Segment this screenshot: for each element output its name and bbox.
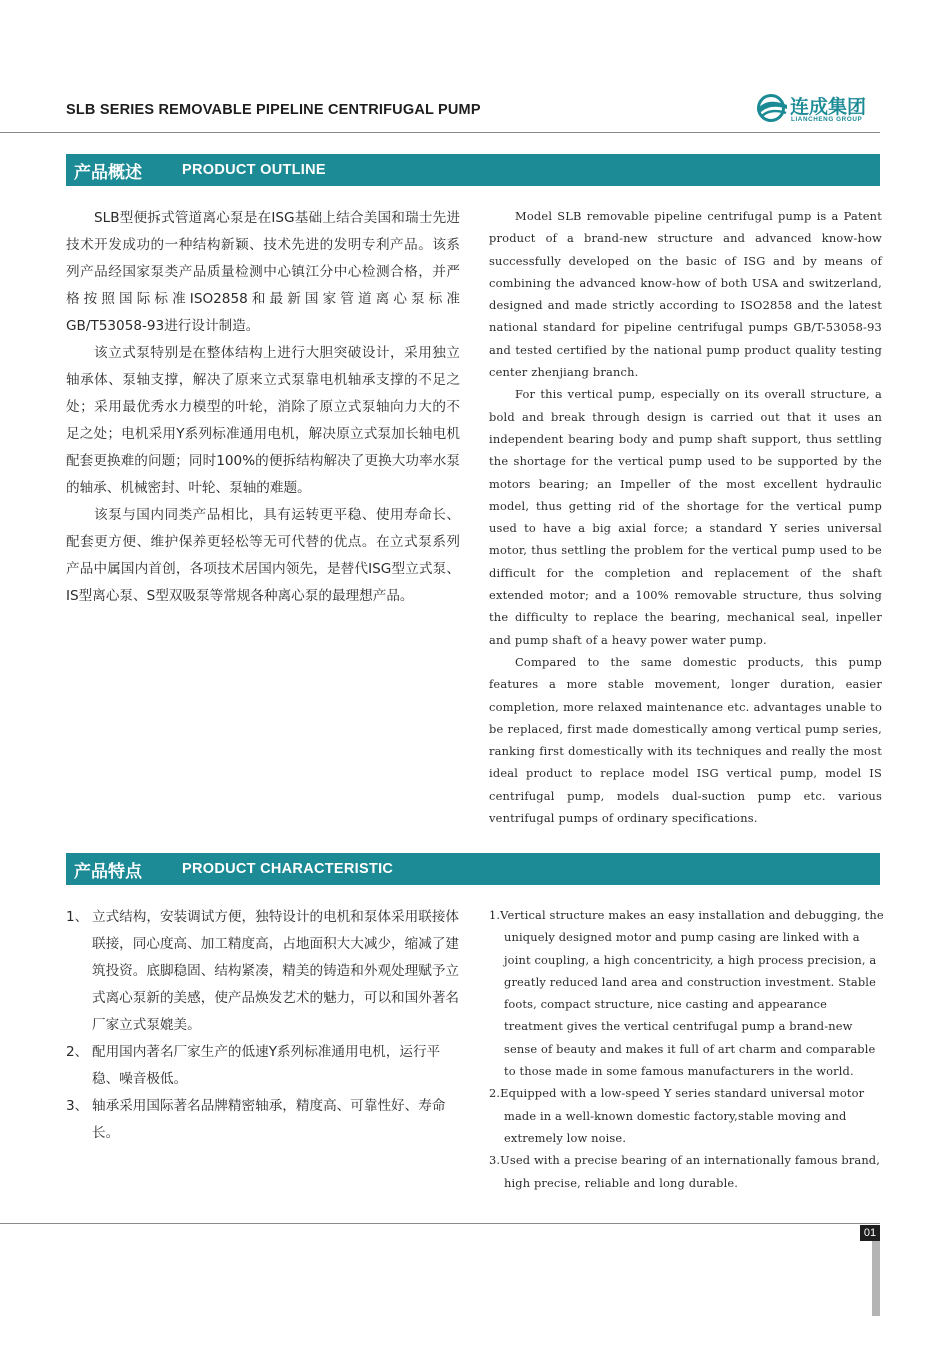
outline-chinese-text [66, 205, 460, 610]
paragraph: For this vertical pump, especially on its overall structure, a bold and break through design is carried out that it uses an independent bearing body and pump shaft support, thus settling the shortage for the vertical pump used to be supported by the motors bearing; an Impeller of the most excellent hydraulic model, thus getting rid of the shortage for the vertical pump used to have a big axial force; a standard Y series universal motor, thus settling the problem for the vertical pump used to be difficult for the completion and replacement of the shaft extended motor; and a 100% removable structure, thus solving the difficulty to replace the bearing, mechanical seal, inpeller and pump shaft of a heavy power water pump. [489, 387, 882, 647]
list-text: 立式结构，安装调试方便，独特设计的电机和泵体采用联接体联接，同心度高、加工精度高，占地面积大大减少，缩减了建筑投资。底脚稳固、结构紧凑，精美的铸造和外观处理赋予立式离心泵新的美感，使产品焕发艺术的魅力，可以和国外著名厂家立式泵媲美。 [92, 909, 460, 1033]
section-bar-outline [66, 154, 880, 186]
section-title-cn: 产品概述 [74, 163, 142, 183]
page-number: 01 [860, 1225, 880, 1241]
characteristic-chinese-list [66, 904, 466, 1147]
list-text: 配用国内著名厂家生产的低速Y系列标准通用电机，运行平稳、噪音极低。 [92, 1044, 441, 1087]
list-item: 3.Used with a precise bearing of an internationally famous brand, high precise, reliable and long durable. [489, 1153, 881, 1190]
footer-divider [0, 1223, 880, 1224]
company-logo [756, 92, 882, 128]
page-edge-strip [872, 1241, 880, 1316]
list-item [66, 1039, 466, 1093]
section-title-en: PRODUCT OUTLINE [182, 162, 326, 178]
list-text: 轴承采用国际著名品牌精密轴承，精度高、可靠性好、寿命长。 [92, 1098, 446, 1141]
paragraph: SLB型便拆式管道离心泵是在ISG基础上结合美国和瑞士先进技术开发成功的一种结构新颖、技术先进的发明专利产品。该系列产品经国家泵类产品质量检测中心镇江分中心检测合格，并严格按照国际标准ISO2858和最新国家管道离心泵标准GB/T53058-93进行设计制造。 [66, 210, 460, 334]
list-item [66, 904, 466, 1039]
paragraph: 该立式泵特别是在整体结构上进行大胆突破设计，采用独立轴承体、泵轴支撑，解决了原来立式泵靠电机轴承支撑的不足之处；采用最优秀水力模型的叶轮，消除了原立式泵轴向力大的不足之处；电机采用Y系列标准通用电机，解决原立式泵加长轴电机配套更换难的问题；同时100%的便拆结构解决了更换大功率水泵的轴承、机械密封、叶轮、泵轴的难题。 [66, 345, 460, 496]
paragraph: Model SLB removable pipeline centrifugal pump is a Patent product of a brand-new structure and advanced know-how successfully developed on the basic of ISG and by means of combining the advanced know-how of both USA and switzerland, designed and made strictly according to ISO2858 and the latest national standard for pipeline centrifugal pumps GB/T-53058-93 and tested certified by the national pump product quality testing center zhenjiang branch. [489, 209, 882, 380]
characteristic-english-list [489, 904, 886, 1194]
paragraph: 该泵与国内同类产品相比，具有运转更平稳、使用寿命长、配套更方便、维护保养更轻松等无可代替的优点。在立式泵系列产品中属国内首创，各项技术居国内领先，是替代ISG型立式泵、IS型离心泵、S型双吸泵等常规各种离心泵的最理想产品。 [66, 507, 460, 604]
wave-logo-icon [756, 94, 788, 122]
logo-chinese-text: 连成集团 [790, 96, 867, 118]
section-title-cn: 产品特点 [74, 862, 142, 882]
list-item [66, 1093, 466, 1147]
list-number: 1、 [66, 909, 89, 925]
section-bar-characteristic [66, 853, 880, 885]
document-header-title: SLB SERIES REMOVABLE PIPELINE CENTRIFUGAL PUMP [66, 102, 481, 118]
list-item: 2.Equipped with a low-speed Y series standard universal motor made in a well-known domestic factory,stable moving and extremely low noise. [489, 1086, 865, 1145]
section-title-en: PRODUCT CHARACTERISTIC [182, 861, 394, 877]
paragraph: Compared to the same domestic products, this pump features a more stable movement, longer duration, easier completion, more relaxed maintenance etc. advantages unable to be replaced, first made domestically among vertical pump series, ranking first domestically with its techniques and really the most ideal product to replace model ISG vertical pump, model IS centrifugal pump, models dual-suction pump etc. various ventrifugal pumps of ordinary specifications. [489, 654, 882, 826]
list-number: 3、 [66, 1098, 89, 1114]
header-divider [0, 132, 880, 133]
outline-english-text [489, 205, 882, 829]
list-number: 2、 [66, 1044, 89, 1060]
list-item: 1.Vertical structure makes an easy installation and debugging, the uniquely designed motor and pump casing are linked with a joint coupling, a high concentricity, a high process precision, a greatly reduced land area and construction investment. Stable foots, compact structure, nice casting and appearance treatment gives the vertical centrifugal pump a brand-new sense of beauty and makes it full of art charm and comparable to those made in some famous manufacturers in the world. [489, 908, 884, 1079]
logo-english-text: LIANCHENG GROUP [791, 116, 863, 123]
